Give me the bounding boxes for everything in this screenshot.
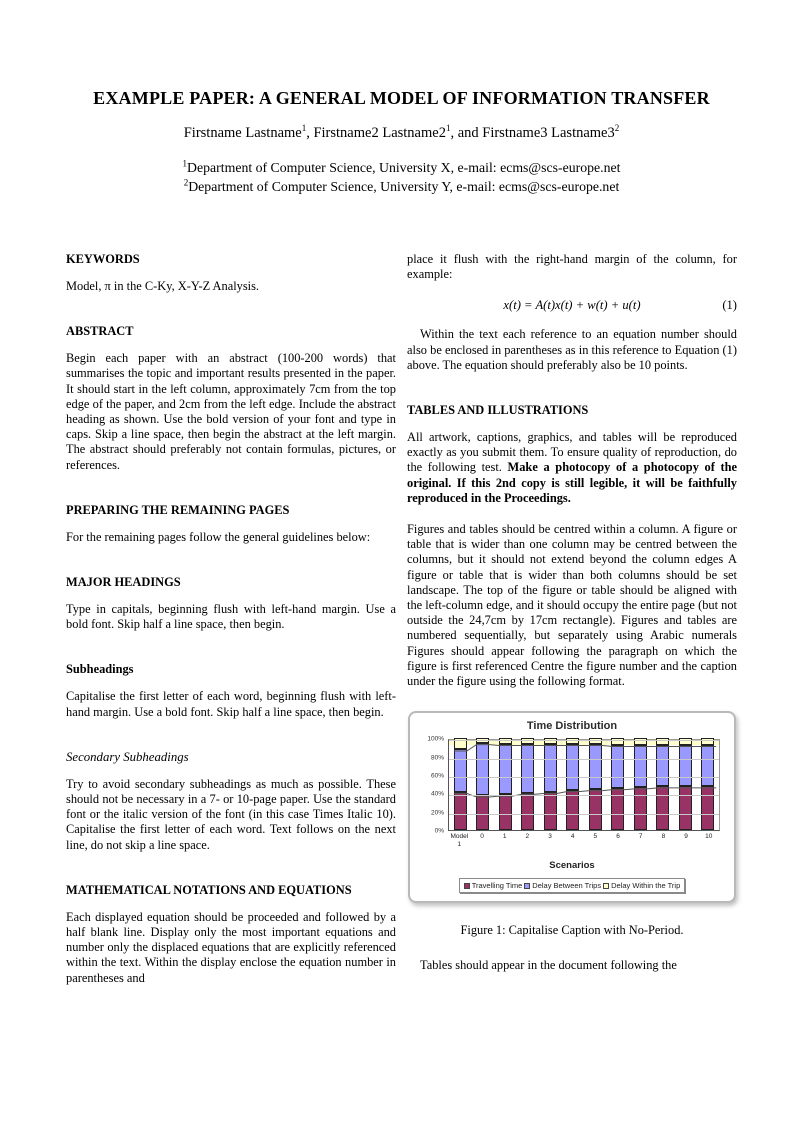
author-2-affmark: 1	[445, 123, 451, 134]
bar-segment	[544, 744, 557, 792]
x-tick-label: 1	[502, 833, 507, 841]
bar-segment	[679, 745, 692, 786]
artwork-text	[407, 430, 737, 506]
x-tick-label: 9	[684, 833, 688, 841]
bar-slot	[674, 740, 697, 830]
stacked-bar	[454, 738, 467, 830]
right-column	[407, 252, 737, 986]
bar-segment	[634, 787, 647, 830]
y-tick-label: 40%	[430, 790, 444, 798]
bar-segment	[589, 744, 602, 789]
chart-legend	[459, 878, 686, 893]
tables-closing-text: Tables should appear in the document following the	[420, 958, 677, 973]
x-tick-label: 2	[525, 833, 530, 841]
left-column	[66, 252, 396, 986]
x-tick-label: 5	[593, 833, 598, 841]
bar-segment	[701, 786, 714, 830]
chart-bars	[449, 740, 719, 830]
author-1-affmark: 1	[301, 123, 307, 134]
author-separator-1: ,	[306, 125, 314, 141]
bar-slot	[494, 740, 517, 830]
stacked-bar	[701, 738, 714, 830]
paper-title: EXAMPLE PAPER: A GENERAL MODEL OF INFORMATION TRANSFER	[93, 88, 710, 108]
bar-segment	[521, 744, 534, 793]
bar-slot	[517, 740, 540, 830]
gridline	[449, 740, 719, 741]
author-3: Firstname3 Lastname3	[482, 125, 615, 141]
bar-segment	[476, 743, 489, 795]
bar-segment	[499, 744, 512, 795]
authors-line	[66, 125, 737, 142]
author-2: Firstname2 Lastname2	[313, 125, 446, 141]
affiliation-1-mark: 1	[182, 158, 188, 169]
affiliation-1-text: Department of Computer Science, University X, e-mail: ecms@scs-europe.net	[187, 160, 621, 175]
bar-slot	[472, 740, 495, 830]
stacked-bar	[589, 738, 602, 830]
bar-segment	[544, 792, 557, 831]
bar-slot	[629, 740, 652, 830]
bar-slot	[449, 740, 472, 830]
bar-slot	[584, 740, 607, 830]
bar-segment	[454, 792, 467, 831]
legend-label: Delay Between Trips	[532, 881, 602, 891]
x-tick-label: 6	[616, 833, 620, 841]
artwork-text-normal: All artwork, captions, graphics, and tables will be reproduced exactly as you submit them. To ensure quality of reproduction, do the following test.	[407, 430, 737, 475]
tables-illustrations-heading: TABLES AND ILLUSTRATIONS	[407, 403, 589, 418]
figure-1-caption: Figure 1: Capitalise Caption with No-Period.	[460, 923, 684, 938]
y-tick-label: 0%	[434, 827, 444, 835]
author-3-affmark: 2	[614, 123, 620, 134]
secondary-subheadings-heading: Secondary Subheadings	[66, 749, 189, 764]
chart-x-axis-title: Scenarios	[549, 860, 595, 872]
secondary-subheadings-text: Try to avoid secondary subheadings as much as possible. These should not be necessary in a 7- or 10-page paper. Use the standard font or the italic version of the font (in this case Times Italic 10). Capitalise the first letter of each word. Text follows on the next line, do not skip a line space.	[66, 776, 396, 852]
two-column-body	[66, 252, 737, 986]
bar-segment	[634, 745, 647, 787]
math-notations-text: Each displayed equation should be proceeded and followed by a half blank line. Display only the most important equations and number only the displaced equations that are explicitly referenced within the text. Within the display enclose the equation number in parentheses and	[66, 909, 396, 985]
affiliations	[66, 158, 737, 196]
equation-number: (1)	[722, 298, 737, 313]
chart-area	[418, 735, 726, 835]
author-separator-2: , and	[450, 125, 483, 141]
legend-label: Delay Within the Trip	[611, 881, 681, 891]
after-equation-text: Within the text each reference to an equation number should also be enclosed in parentheses as in this reference to Equation (1) above. The equation should preferably also be 10 points.	[407, 327, 737, 372]
stacked-bar	[611, 738, 624, 830]
gridline	[449, 814, 719, 815]
author-1: Firstname Lastname	[183, 125, 302, 141]
y-tick-label: 100%	[427, 735, 444, 743]
keywords-heading: KEYWORDS	[66, 252, 140, 266]
preparing-text: For the remaining pages follow the general guidelines below:	[66, 529, 371, 544]
gridline	[449, 777, 719, 778]
affiliation-2-mark: 2	[183, 177, 189, 188]
artwork-text-bold: Make a photocopy of a photocopy of the original. If this 2nd copy is still legible, it will be faithfully reproduced in the Proceedings.	[407, 460, 737, 505]
bar-segment	[656, 786, 669, 830]
chart-title: Time Distribution	[526, 720, 618, 733]
stacked-bar	[656, 738, 669, 830]
y-tick-label: 20%	[430, 809, 444, 817]
bar-slot	[539, 740, 562, 830]
keywords-text: Model, π in the C-Ky, X-Y-Z Analysis.	[66, 279, 260, 293]
stacked-bar	[521, 738, 534, 830]
bar-segment	[679, 786, 692, 830]
stacked-bar	[679, 738, 692, 830]
affiliation-2-text: Department of Computer Science, University Y, e-mail: ecms@scs-europe.net	[188, 179, 620, 194]
affiliation-2	[66, 177, 737, 196]
stacked-bar	[634, 738, 647, 830]
stacked-bar	[499, 738, 512, 830]
bar-slot	[697, 740, 720, 830]
x-tick-label: 8	[661, 833, 666, 841]
stacked-bar	[566, 738, 579, 830]
x-tick-label: 7	[638, 833, 643, 841]
legend-swatch-icon	[603, 883, 609, 889]
stacked-bar	[476, 738, 489, 830]
subheadings-heading: Subheadings	[66, 662, 134, 677]
abstract-text: Begin each paper with an abstract (100-200 words) that summarises the topic and important results presented in the paper. It should start in the left column, approximately 7cm from the top edge of the paper, and 2cm from the left edge. Include the abstract heading as shown. Use the bold version of your font and type in caps. Skip a line space, then begin the abstract at the left margin. The abstract should preferably not contain formulas, pictures, or references.	[66, 351, 396, 472]
abstract-heading: ABSTRACT	[66, 324, 134, 339]
chart-x-axis-labels	[448, 833, 720, 848]
affiliation-1	[66, 158, 737, 177]
bar-segment	[656, 745, 669, 786]
x-tick-label: 4	[570, 833, 575, 841]
bar-segment	[499, 794, 512, 830]
legend-swatch-icon	[524, 883, 530, 889]
x-tick-label: 10	[705, 833, 713, 841]
math-notations-heading: MATHEMATICAL NOTATIONS AND EQUATIONS	[66, 882, 352, 897]
x-tick-label: 3	[548, 833, 552, 841]
gridline	[449, 759, 719, 760]
x-tick-label: 0	[480, 833, 484, 841]
bar-segment	[566, 744, 579, 790]
legend-item	[603, 881, 680, 890]
legend-item	[524, 881, 601, 890]
bar-segment	[476, 795, 489, 830]
bar-segment	[454, 749, 467, 791]
legend-label: Travelling Time	[471, 881, 523, 891]
major-headings-heading: MAJOR HEADINGS	[66, 575, 181, 590]
bar-slot	[562, 740, 585, 830]
bar-segment	[611, 788, 624, 830]
equation-intro-text: place it flush with the right-hand margin of the column, for example:	[407, 252, 737, 282]
x-tick-label: Model 1	[450, 833, 469, 848]
chart-y-axis	[418, 735, 448, 835]
bar-segment	[521, 793, 534, 831]
bar-segment	[611, 745, 624, 788]
bar-segment	[701, 745, 714, 786]
figure-1	[408, 711, 736, 903]
equation-body: x(t) = A(t)x(t) + w(t) + u(t)	[503, 298, 641, 313]
subheadings-text: Capitalise the first letter of each word, beginning flush with left-hand margin. Use a bold font. Skip half a line space, then begin.	[66, 689, 396, 719]
preparing-heading: PREPARING THE REMAINING PAGES	[66, 502, 290, 517]
y-tick-label: 80%	[430, 754, 444, 762]
bar-slot	[652, 740, 675, 830]
major-headings-text: Type in capitals, beginning flush with left-hand margin. Use a bold font. Skip half a line space, then begin.	[66, 602, 396, 632]
equation-1	[407, 298, 737, 313]
figures-centring-text: Figures and tables should be centred within a column. A figure or table that is wider than one column may be centred between the columns, but it should not extend beyond the column edges A figure or table that is wider than both columns should be set landscape. The top of the figure or table should be aligned with the left-column edge, and it should occupy the entire page (but not outside the 24,7cm by 17cm rectangle). Figures and tables are numbered sequentially, but separately using Arabic numerals Figures should appear following the paragraph on which the figure is first referenced Centre the figure number and the caption under the figure using the following format.	[407, 522, 737, 689]
chart-plot-area	[448, 739, 720, 831]
legend-item	[464, 881, 523, 890]
bar-slot	[607, 740, 630, 830]
y-tick-label: 60%	[430, 772, 444, 780]
legend-swatch-icon	[464, 883, 470, 889]
stacked-bar	[544, 738, 557, 830]
gridline	[449, 795, 719, 796]
